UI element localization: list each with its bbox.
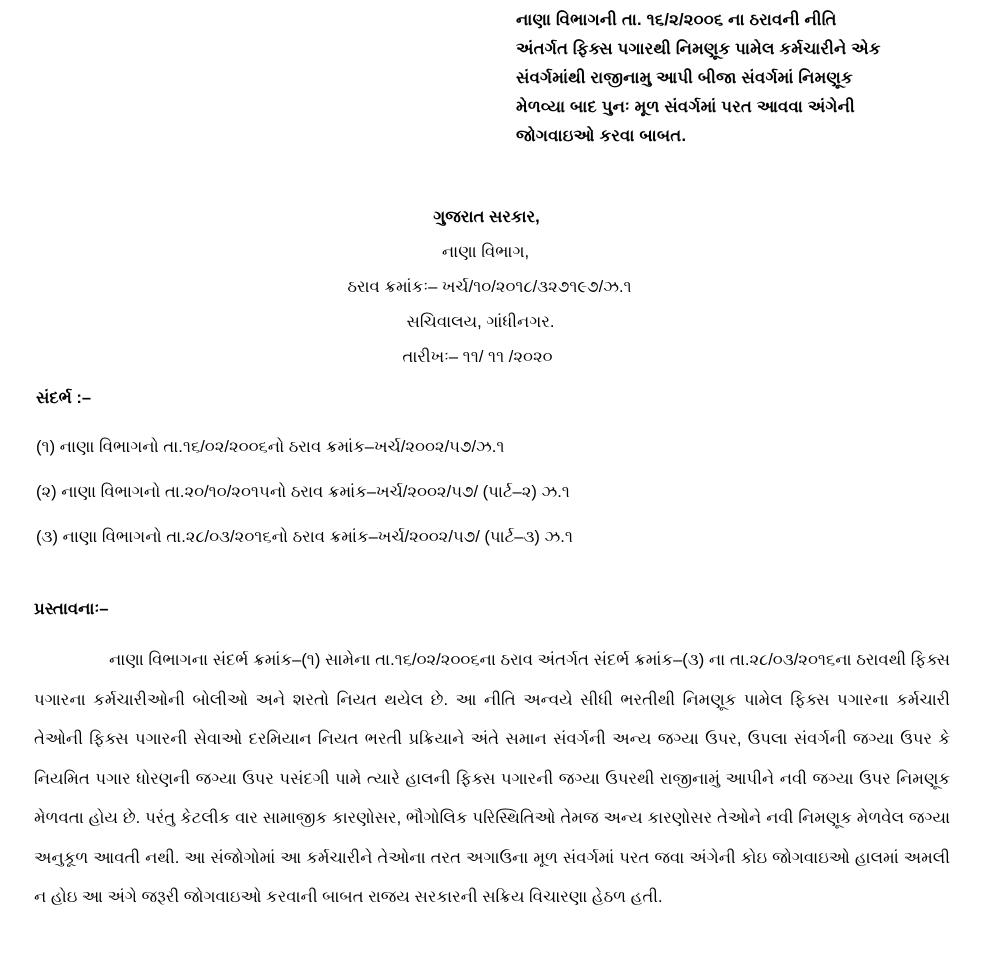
department-name: નાણા વિભાગ, <box>441 243 530 261</box>
subject-line-2: અંતર્ગત ફિક્સ પગારથી નિમણૂક પામેલ કર્મચારીને એક <box>516 40 881 58</box>
subject-line-4: મેળવ્યા બાદ પુનઃ મૂળ સંવર્ગમાં પરત આવવા અંગેની <box>516 98 855 116</box>
subject-line-5: જોગવાઇઓ કરવા બાબત. <box>516 127 687 145</box>
reference-item: (૩) નાણા વિભાગનો તા.૨૮/૦૩/૨૦૧૬નો ઠરાવ ક્રમાંક–ખર્ચ/૨૦૦૨/૫૭/ (પાર્ટ–૩) ઝ.૧ <box>36 528 573 546</box>
secretariat-location: સચિવાલય, ગાંધીનગર. <box>406 313 555 331</box>
document-subject-block <box>516 6 976 151</box>
resolution-date: તારીખઃ– ૧૧/ ૧૧ /૨૦૨૦ <box>402 348 553 366</box>
preamble-body <box>34 641 950 918</box>
subject-line-1: નાણા વિભાગની તા. ૧૬/૨/૨૦૦૬ ના ઠરાવની નીતિ <box>516 11 837 29</box>
subject-line-3: સંવર્ગમાંથી રાજીનામુ આપી બીજા સંવર્ગમાં નિમણૂક <box>516 69 853 87</box>
reference-heading: સંદર્ભ :– <box>36 389 92 407</box>
preamble-heading: પ્રસ્તાવનાઃ– <box>34 600 109 618</box>
government-name: ગુજરાત સરકાર, <box>433 208 540 226</box>
resolution-number: ઠરાવ ક્રમાંકઃ– ખર્ચ/૧૦/૨૦૧૮/૩૨૭૧૯૭/ઝ.૧ <box>347 278 632 296</box>
issuing-authority-block <box>0 200 985 375</box>
reference-item: (૨) નાણા વિભાગનો તા.૨૦/૧૦/૨૦૧૫નો ઠરાવ ક્રમાંક–ખર્ચ/૨૦૦૨/૫૭/ (પાર્ટ–૨) ઝ.૧ <box>36 483 570 501</box>
reference-list <box>36 425 936 560</box>
reference-item: (૧) નાણા વિભાગનો તા.૧૬/૦૨/૨૦૦૬નો ઠરાવ ક્રમાંક–ખર્ચ/૨૦૦૨/૫૭/ઝ.૧ <box>36 438 505 456</box>
preamble-paragraph: નાણા વિભાગના સંદર્ભ ક્રમાંક–(૧) સામેના તા.૧૬/૦૨/૨૦૦૬ના ઠરાવ અંતર્ગત સંદર્ભ ક્રમાંક–(૩) ના તા.૨૮/૦૩/૨૦૧૬ના ઠરાવથી ફિક્સ પગારના કર્મચારીઓની બોલીઓ અને શરતો નિયત થયેલ છે. આ નીતિ અન્વયે સીધી ભરતીથી નિમણૂક પામેલ ફિક્સ પગારના કર્મચારી તેઓની ફિક્સ પગારની સેવાઓ દરમિયાન નિયત ભરતી પ્રક્રિયાને અંતે સમાન સંવર્ગની અન્ય જગ્યા ઉપર, ઉપલા સંવર્ગની જગ્યા ઉપર કે નિયમિત પગાર ધોરણની જગ્યા ઉપર પસંદગી પામે ત્યારે હાલની ફિક્સ પગારની જગ્યા ઉપરથી રાજીનામું આપીને નવી જગ્યા ઉપર નિમણૂક મેળવતા હોય છે. પરંતુ કેટલીક વાર સામાજીક કારણોસર, ભૌગોલિક પરિસ્થિતિઓ તેમજ અન્ય કારણોસર તેઓને નવી નિમણૂક મેળવેલ જગ્યા અનુકૂળ આવતી નથી. આ સંજોગોમાં આ કર્મચારીને તેઓના તરત અગાઉના મૂળ સંવર્ગમાં પરત જવા અંગેની કોઇ જોગવાઇઓ હાલમાં અમલી ન હોઇ આ અંગે જરૂરી જોગવાઇઓ કરવાની બાબત રાજય સરકારની સક્રિય વિચારણા હેઠળ હતી. <box>34 651 950 906</box>
